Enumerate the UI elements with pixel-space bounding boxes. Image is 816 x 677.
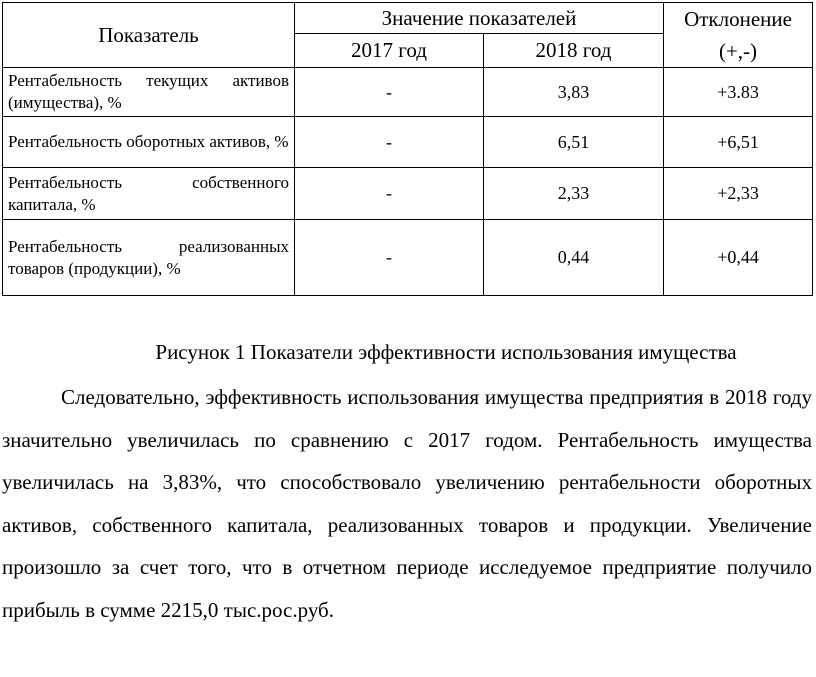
row-label: Рентабельность собственного капитала, % — [3, 168, 295, 220]
header-values-group: Значение показателей — [295, 3, 664, 34]
cell-2018: 6,51 — [484, 117, 664, 168]
header-deviation-line1: Отклонение — [684, 7, 792, 31]
cell-2018: 0,44 — [484, 220, 664, 296]
row-label: Рентабельность реализованных товаров (продукции), % — [3, 220, 295, 296]
header-row-top — [3, 3, 813, 34]
cell-deviation: +6,51 — [664, 117, 813, 168]
cell-deviation: +2,33 — [664, 168, 813, 220]
header-deviation-line2: (+,-) — [718, 39, 758, 63]
header-indicator: Показатель — [3, 3, 295, 68]
header-year-2018: 2018 год — [484, 34, 664, 68]
cell-2017: - — [295, 117, 484, 168]
row-label: Рентабельность оборотных активов, % — [3, 117, 295, 168]
header-deviation — [664, 3, 813, 68]
table-row — [3, 220, 813, 296]
figure-caption: Рисунок 1 Показатели эффективности использования имущества — [155, 340, 737, 364]
body-paragraph: Следовательно, эффективность использования имущества предприятия в 2018 году значительно увеличилась по сравнению с 2017 годом. Рентабельность имущества увеличилась на 3,83%, что способствовало увеличению рентабельности оборотных активов, собственного капитала, реализованных товаров и продукции. Увеличение произошло за счет того, что в отчетном периоде исследуемое предприятие получило прибыль в сумме 2215,0 тыс.рос.руб. — [2, 385, 812, 622]
table-row — [3, 168, 813, 220]
cell-2017: - — [295, 220, 484, 296]
table-row — [3, 68, 813, 117]
cell-deviation: +3.83 — [664, 68, 813, 117]
indicators-table — [2, 2, 813, 296]
cell-2018: 2,33 — [484, 168, 664, 220]
cell-2017: - — [295, 168, 484, 220]
cell-2018: 3,83 — [484, 68, 664, 117]
row-label: Рентабельность текущих активов (имущества), % — [3, 68, 295, 117]
cell-deviation: +0,44 — [664, 220, 813, 296]
table-row — [3, 117, 813, 168]
header-year-2017: 2017 год — [295, 34, 484, 68]
cell-2017: - — [295, 68, 484, 117]
